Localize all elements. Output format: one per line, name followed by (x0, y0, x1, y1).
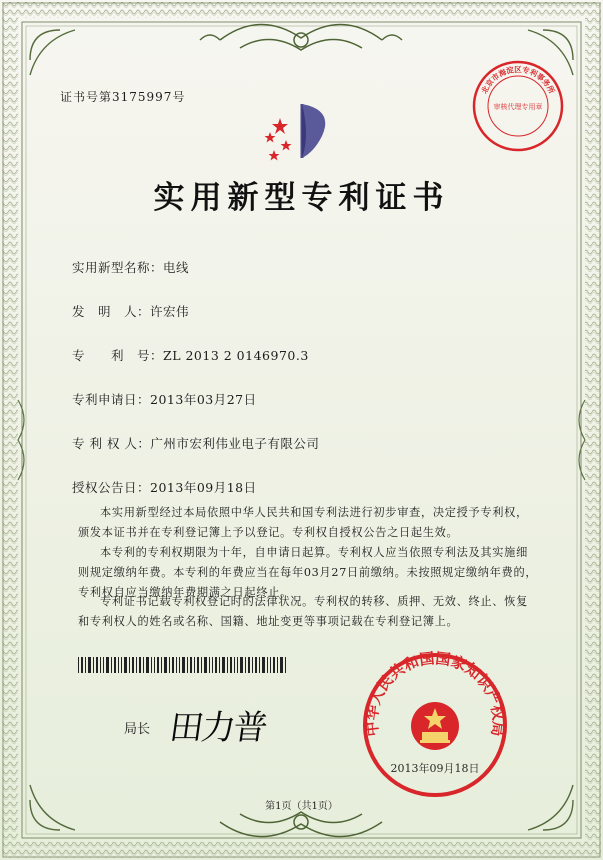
patent-office-logo (252, 96, 352, 178)
field-application-date (72, 390, 257, 408)
field-label: 专 利 号： (72, 348, 164, 363)
field-label: 发 明 人： (72, 304, 151, 319)
field-label: 实用新型名称： (72, 260, 164, 275)
body-paragraph-2: 本专利的专利权期限为十年，自申请日起算。专利权人应当依照专利法及其实施细则规定缴纳年费。本专利的年费应当在每年03月27日前缴纳。未按照规定缴纳年费的，专利权自应当缴纳年费期满之日起终止。 (78, 546, 538, 599)
field-patent-number (72, 346, 309, 364)
director-label: 局长 (124, 722, 151, 737)
field-grant-date (72, 478, 257, 496)
certificate-title: 实用新型专利证书 (153, 180, 450, 216)
field-value: 2013年03月27日 (150, 392, 257, 407)
field-value: ZL 2013 2 0146970.3 (163, 348, 309, 363)
field-label: 专 利 权 人： (72, 436, 151, 451)
body-paragraph-3: 专利证书记载专利权登记时的法律状况。专利权的转移、质押、无效、终止、恢复和专利权人的姓名或名称、国籍、地址变更等事项记载在专利登记簿上。 (78, 595, 528, 628)
barcode (78, 657, 288, 673)
field-inventor (72, 302, 189, 320)
agent-stamp-inner-text: 审核代理专用章 (493, 103, 543, 111)
field-label: 授权公告日： (72, 480, 151, 495)
star-icon (265, 118, 292, 161)
certificate-number: 证书号第3175997号 (60, 90, 186, 104)
seal-text: 中华人民共和国国家知识产权局 (362, 650, 508, 738)
national-emblem-icon (411, 702, 459, 750)
field-value: 电线 (163, 260, 190, 275)
director-signature: 田力普 (166, 708, 269, 748)
field-utility-model-name (72, 258, 189, 276)
agent-stamp (470, 58, 566, 154)
field-label: 专利申请日： (72, 392, 151, 407)
body-paragraph-1: 本实用新型经过本局依照中华人民共和国专利法进行初步审查，决定授予专利权，颁发本证书并在专利登记簿上予以登记。专利权自授权公告之日起生效。 (78, 506, 528, 539)
agent-stamp-outer-text: 北京市海淀区专利事务所 (479, 65, 557, 96)
page-number: 第1页（共1页） (265, 801, 338, 812)
field-value: 许宏伟 (150, 304, 190, 319)
field-value: 2013年09月18日 (150, 480, 257, 495)
field-patentee (72, 434, 319, 452)
field-value: 广州市宏利伟业电子有限公司 (150, 436, 320, 451)
office-seal (360, 650, 510, 800)
seal-date: 2013年09月18日 (390, 762, 480, 775)
